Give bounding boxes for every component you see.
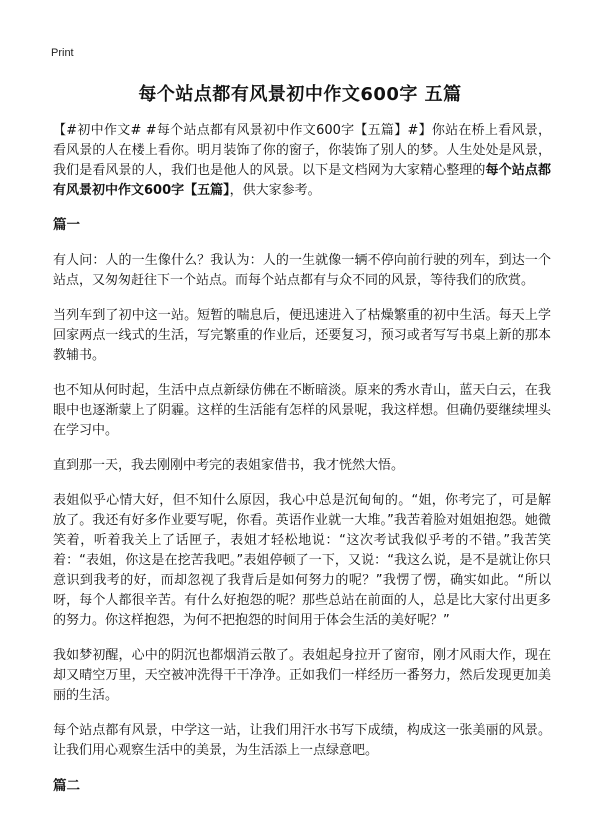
- section-heading: 篇一: [53, 217, 80, 233]
- paragraph: 有人问：人的一生像什么？我认为：人的一生就像一辆不停向前行驶的列车，到达一个站点，又匆匆赶往下一个站点。而每个站点都有与众不同的风景，等待我们的欣赏。: [53, 253, 551, 288]
- intro-bold-title: 每个站点都有风景初中作文600字【五篇】: [53, 163, 551, 198]
- page-title: 每个站点都有风景初中作文600字 五篇: [138, 84, 462, 105]
- intro-paragraph: [53, 121, 551, 201]
- intro-prefix: 【#初中作文# #每个站点都有风景初中作文600字【五篇】#】你站在桥上看风景，看风景的人在楼上看你。明月装饰了你的窗子，你装饰了别人的梦。人生处处是风景，我们是看风景的人，我们也是他人的风景。以下是文档网为大家精心整理的: [53, 123, 551, 178]
- article-body: [53, 121, 551, 812]
- paragraph: 表姐似乎心情大好，但不知什么原因，我心中总是沉甸甸的。“姐，你考完了，可是解放了。我还有好多作业要写呢，你看。英语作业就一大堆。”我苦着脸对姐姐抱怨。她微笑着，听着我关上了话匣子，表姐才轻松地说：“这次考试我似乎考的不错。”我苦笑着：“表姐，你这是在挖苦我吧。”表姐停顿了一下，又说：“我这么说，是不是就让你只意识到我考的好，而却忽视了我背后是如何努力的呢？”我愣了愣，确实如此。“所以呀，每个人都很辛苦。有什么好抱怨的呢？那些总站在前面的人，总是比大家付出更多的努力。你这样抱怨，为何不把抱怨的时间用于体会生活的美好呢？”: [53, 493, 551, 628]
- paragraph: 也不知从何时起，生活中点点新绿仿佛在不断暗淡。原来的秀水青山，蓝天白云，在我眼中也逐渐蒙上了阴霾。这样的生活能有怎样的风景呢，我这样想。但确仍要继续埋头在学习中。: [53, 383, 551, 438]
- print-label: Print: [51, 47, 74, 59]
- paragraph: 每个站点都有风景，中学这一站，让我们用汗水书写下成绩，构成这一张美丽的风景。让我们用心观察生活中的美景，为生活添上一点绿意吧。: [53, 723, 551, 758]
- paragraph: 当列车到了初中这一站。短暂的喘息后，便迅速进入了枯燥繁重的初中生活。每天上学回家两点一线式的生活，写完繁重的作业后，还要复习，预习或者写写书桌上新的那本教辅书。: [53, 308, 551, 363]
- paragraph: 直到那一天，我去刚刚中考完的表姐家借书，我才恍然大悟。: [53, 458, 405, 473]
- section-heading: 篇二: [53, 778, 80, 794]
- intro-suffix: ，供大家参考。: [229, 183, 321, 198]
- paragraph: 我如梦初醒，心中的阴沉也都烟消云散了。表姐起身拉开了窗帘，刚才风雨大作，现在却又晴空万里，天空被冲洗得干干净净。正如我们一样经历一番努力，然后发现更加美丽的生活。: [53, 648, 551, 703]
